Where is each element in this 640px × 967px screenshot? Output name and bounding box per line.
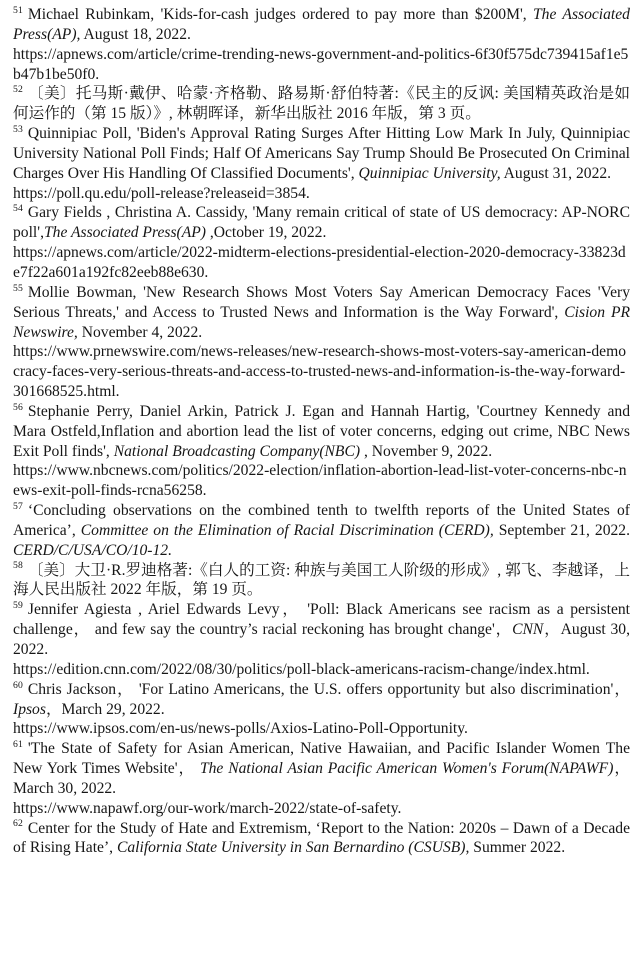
footnote-59 [13,600,630,679]
footnote-number: 51 [13,4,24,16]
citation-text: The Associated Press(AP) [43,224,206,242]
citation-text: 〔美〕大卫·R.罗迪格著:《白人的工资: 种族与美国工人阶级的形成》, 郭飞、李越译，上海人民出版社 2022 年版，第 19 页。 [13,561,630,599]
citation-text: Jennifer Agiesta , Ariel Edwards Levy， 'Poll: Black Americans see racism as a persistent challenge， and few say the country’s racial reckoning has brought change'， [13,601,630,639]
citation-text: The National Asian Pacific American Women's Forum(NAPAWF) [199,760,614,778]
citation-text: Ipsos [13,700,46,718]
citation-text: Mollie Bowman, 'New Research Shows Most Voters Say American Democracy Faces 'Very Serious Threats,' and Access to Trusted News and Information is the Way Forward', [13,283,630,321]
footnote-58 [13,561,630,601]
footnote-number: 54 [13,203,24,215]
citation-text: CNN [512,621,544,639]
citation-text: 'The State of Safety for Asian American, Native Hawaiian, and Pacific Islander Women The New York Times Website'， [13,740,630,778]
footnote-53 [13,124,630,203]
footnote-number: 56 [13,401,24,413]
citation-text: Gary Fields , Christina A. Cassidy, 'Many remain critical of state of US democracy: AP-NORC poll', [13,204,630,242]
footnote-52 [13,84,630,124]
url-text: https://www.napawf.org/our-work/march-2022/state-of-safety. [13,799,402,817]
citation-text: ‘Concluding observations on the combined tenth to twelfth reports of the United States of America’, [13,502,630,539]
citation-text: ,October 19, 2022. [205,224,327,242]
footnote-54 [13,203,630,282]
footnote-55 [13,283,630,402]
url-text: https://www.nbcnews.com/politics/2022-election/inflation-abortion-lead-list-voter-concerns-nbc-news-exit-poll-finds-rcna56258. [13,462,627,500]
citation-text: September 21, 2022. [493,521,630,539]
citation-text: Summer 2022. [469,839,566,857]
url-text: https://apnews.com/article/crime-trending-news-government-and-politics-6f30f575dc739415af1e5b47b1be50f0. [13,45,629,83]
citation-text: November 4, 2022. [77,323,203,341]
citation-text: The Associated Press(AP), [13,6,630,43]
citation-text: ，August 30, 2022. [13,621,630,658]
footnote-number: 61 [13,739,24,751]
citation-text: ，March 30, 2022. [13,760,630,797]
footnote-61 [13,739,630,818]
citation-text: August 18, 2022. [80,25,191,43]
footnote-number: 57 [13,500,24,512]
footnote-51 [13,5,630,84]
citation-text: ，March 29, 2022. [45,700,165,718]
url-text: https://poll.qu.edu/poll-release?releaseid=3854. [13,184,310,202]
citation-text: Quinnipiac University, [358,164,501,182]
citation-text: Stephanie Perry, Daniel Arkin, Patrick J. Egan and Hannah Hartig, 'Courtney Kennedy and Mara Ostfeld,Inflation and abortion lead the list of voter concerns, edging out crime, NBC News Exit Poll finds', [13,402,630,460]
citation-text: 〔美〕托马斯·戴伊、哈蒙·齐格勒、路易斯·舒伯特著:《民主的反讽: 美国精英政治是如何运作的（第 15 版）》, 林朝晖译，新华出版社 2016 年版，第 3 页。 [13,85,630,123]
footnote-57 [13,501,630,561]
citation-text: California State University in San Bernardino (CSUSB), [116,839,470,857]
footnote-number: 53 [13,123,24,135]
url-text: https://apnews.com/article/2022-midterm-elections-presidential-election-2020-democracy-33823de7f22a601a192fc82eeb88e630. [13,244,626,281]
citation-text: Chris Jackson， 'For Latino Americans, the U.S. offers opportunity but also discrimination'， [27,680,630,698]
citation-text: Center for the Study of Hate and Extremism, ‘Report to the Nation: 2020s – Dawn of a Decade of Rising Hate’, [13,819,630,857]
footnote-number: 55 [13,282,24,294]
citation-text: National Broadcasting Company(NBC) [113,442,361,460]
citation-text: Michael Rubinkam, 'Kids-for-cash judges ordered to pay more than $200M', [27,6,533,23]
url-text: https://www.prnewswire.com/news-releases/new-research-shows-most-voters-say-american-democracy-faces-very-serious-threats-and-access-to-trusted-news-and-information-is-the-way-forward-301668525.html. [13,343,626,401]
citation-text: Quinnipiac Poll, 'Biden's Approval Rating Surges After Hitting Low Mark In July, Quinnipiac University National Poll Finds; Half Of Americans Say Trump Should Be Prosecuted On Criminal Charges Over His Handling Of Classified Documents', [13,125,630,182]
footnote-56 [13,402,630,501]
footnote-list [13,5,630,858]
footnote-60 [13,680,630,740]
footnote-62 [13,819,630,859]
citation-text: August 31, 2022. [500,164,612,182]
footnote-number: 59 [13,600,24,612]
footnote-number: 58 [13,560,24,572]
footnote-number: 62 [13,818,24,830]
footnote-number: 60 [13,679,24,691]
url-text: https://edition.cnn.com/2022/08/30/politics/poll-black-americans-racism-change/index.html. [13,660,590,678]
citation-text: , November 9, 2022. [360,442,493,460]
citation-text: CERD/C/USA/CO/10-12. [13,541,172,559]
citation-text: Cision PR Newswire, [13,303,630,341]
url-text: https://www.ipsos.com/en-us/news-polls/Axios-Latino-Poll-Opportunity. [13,720,468,738]
citation-text: Committee on the Elimination of Racial Discrimination (CERD), [80,521,494,539]
footnote-number: 52 [13,84,24,96]
